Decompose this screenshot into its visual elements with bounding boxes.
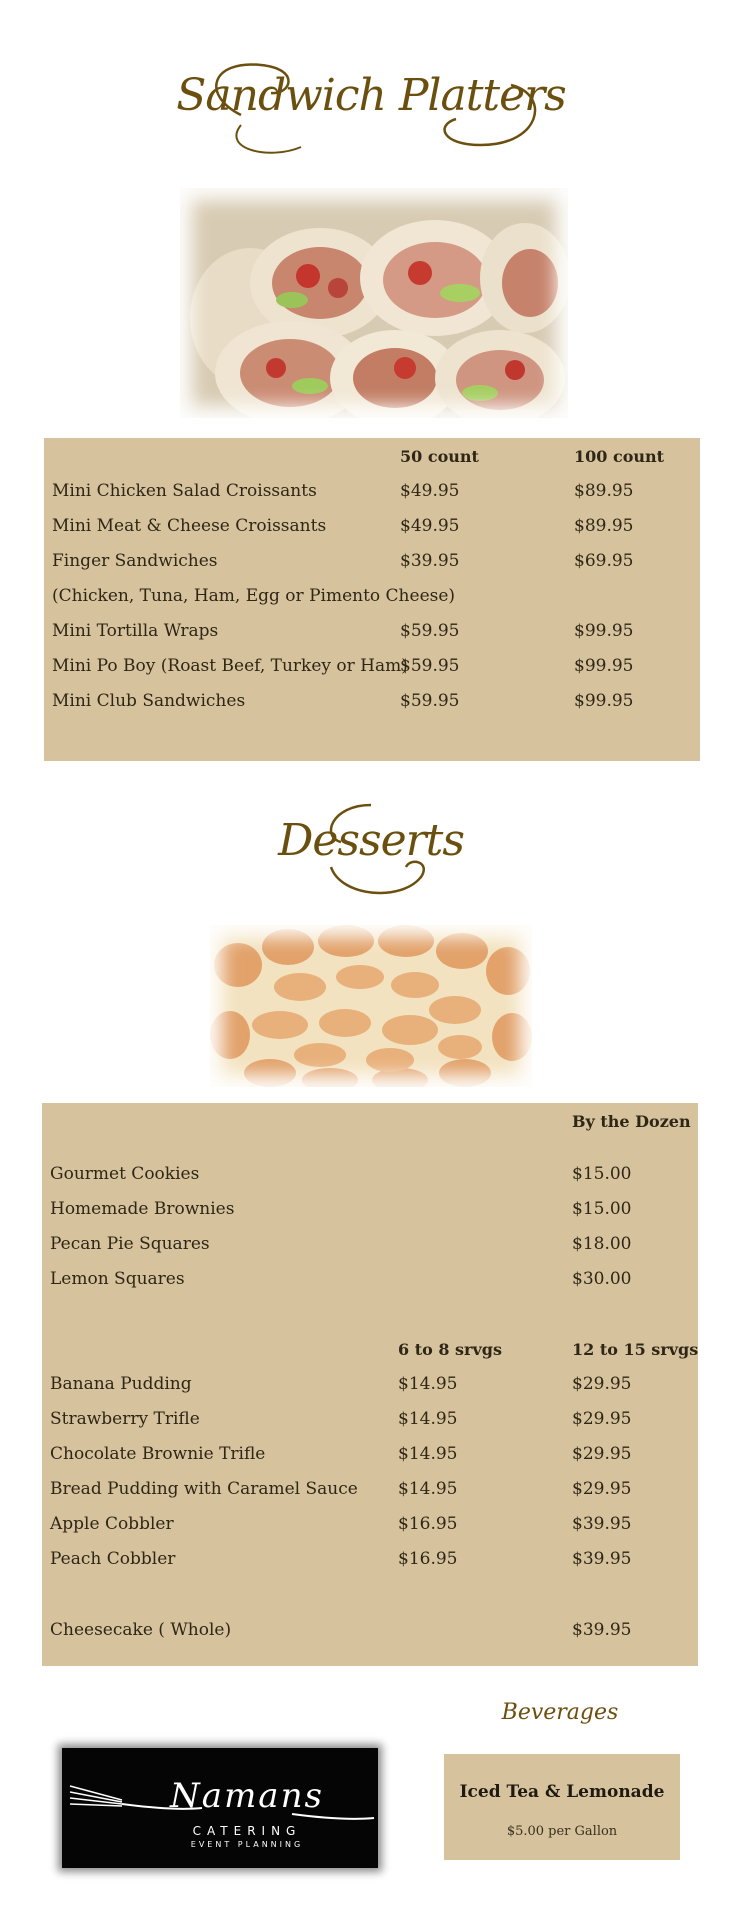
list-item bbox=[42, 1439, 698, 1469]
price-dozen: $30.00 bbox=[572, 1269, 632, 1289]
item-name: Finger Sandwiches bbox=[52, 551, 218, 571]
price-50: $49.95 bbox=[400, 516, 460, 536]
price-large: $29.95 bbox=[572, 1409, 632, 1429]
item-note: (Chicken, Tuna, Ham, Egg or Pimento Cheese) bbox=[52, 586, 456, 606]
price-100: $99.95 bbox=[574, 691, 634, 711]
price-100: $69.95 bbox=[574, 551, 634, 571]
price-dozen: $15.00 bbox=[572, 1164, 632, 1184]
item-name: Mini Meat & Cheese Croissants bbox=[52, 516, 327, 536]
item-name: Banana Pudding bbox=[50, 1374, 192, 1394]
item-name: Mini Club Sandwiches bbox=[52, 691, 246, 711]
list-item bbox=[42, 1509, 698, 1539]
price-small: $16.95 bbox=[398, 1549, 458, 1569]
item-name: Chocolate Brownie Trifle bbox=[50, 1444, 266, 1464]
beverages-panel bbox=[444, 1754, 680, 1860]
header-6-to-8: 6 to 8 srvgs bbox=[398, 1340, 502, 1359]
price-large: $29.95 bbox=[572, 1374, 632, 1394]
list-item bbox=[42, 1369, 698, 1399]
list-item bbox=[44, 616, 700, 646]
sandwich-platters-title: Sandwich Platters bbox=[0, 70, 742, 121]
price-50: $59.95 bbox=[400, 691, 460, 711]
header-by-the-dozen: By the Dozen bbox=[572, 1112, 691, 1131]
header-100-count: 100 count bbox=[574, 447, 665, 466]
list-item bbox=[42, 1159, 698, 1189]
item-name: Gourmet Cookies bbox=[50, 1164, 200, 1184]
logo-subtitle-catering: CATERING bbox=[192, 1824, 302, 1838]
list-item bbox=[42, 1474, 698, 1504]
header-50-count: 50 count bbox=[400, 447, 479, 466]
list-item bbox=[44, 476, 700, 506]
beverage-price: $5.00 per Gallon bbox=[506, 1824, 618, 1839]
logo-name: Namans bbox=[170, 1776, 324, 1816]
price-dozen: $15.00 bbox=[572, 1199, 632, 1219]
list-item bbox=[42, 1194, 698, 1224]
price-small: $14.95 bbox=[398, 1409, 458, 1429]
price-small: $14.95 bbox=[398, 1479, 458, 1499]
price-50: $59.95 bbox=[400, 621, 460, 641]
banana-pudding-photo bbox=[210, 925, 532, 1087]
item-name: Peach Cobbler bbox=[50, 1549, 176, 1569]
item-name: Bread Pudding with Caramel Sauce bbox=[50, 1479, 358, 1499]
header-12-to-15: 12 to 15 srvgs bbox=[572, 1340, 699, 1359]
namans-logo bbox=[62, 1748, 378, 1868]
desserts-title: Desserts bbox=[0, 815, 742, 866]
list-item bbox=[44, 651, 700, 681]
item-name: Lemon Squares bbox=[50, 1269, 185, 1289]
price-large: $39.95 bbox=[572, 1514, 632, 1534]
price-100: $89.95 bbox=[574, 481, 634, 501]
price-large: $39.95 bbox=[572, 1549, 632, 1569]
price-large: $29.95 bbox=[572, 1444, 632, 1464]
sandwich-price-panel bbox=[44, 438, 700, 761]
beverages-title: Beverages bbox=[501, 1700, 619, 1725]
price-50: $59.95 bbox=[400, 656, 460, 676]
price-100: $99.95 bbox=[574, 621, 634, 641]
item-name: Mini Po Boy (Roast Beef, Turkey or Ham) bbox=[52, 656, 408, 676]
price-100: $89.95 bbox=[574, 516, 634, 536]
list-item bbox=[44, 511, 700, 541]
sandwich-wraps-photo bbox=[180, 188, 568, 418]
item-name: Mini Tortilla Wraps bbox=[52, 621, 219, 641]
list-item bbox=[42, 1264, 698, 1294]
price-small: $14.95 bbox=[398, 1444, 458, 1464]
desserts-price-panel bbox=[42, 1103, 698, 1666]
item-name: Homemade Brownies bbox=[50, 1199, 235, 1219]
price-100: $99.95 bbox=[574, 656, 634, 676]
list-item bbox=[42, 1544, 698, 1574]
price-whole: $39.95 bbox=[572, 1620, 632, 1640]
logo-subtitle-event-planning: EVENT PLANNING bbox=[190, 1840, 304, 1849]
item-name: Pecan Pie Squares bbox=[50, 1234, 210, 1254]
item-name: Strawberry Trifle bbox=[50, 1409, 200, 1429]
sandwich-header-row bbox=[44, 442, 700, 472]
servings-header-row bbox=[42, 1335, 698, 1365]
price-50: $39.95 bbox=[400, 551, 460, 571]
list-item bbox=[44, 686, 700, 716]
item-name: Mini Chicken Salad Croissants bbox=[52, 481, 317, 501]
item-name: Cheesecake ( Whole) bbox=[50, 1620, 232, 1640]
price-small: $14.95 bbox=[398, 1374, 458, 1394]
list-item bbox=[44, 546, 700, 576]
price-50: $49.95 bbox=[400, 481, 460, 501]
price-dozen: $18.00 bbox=[572, 1234, 632, 1254]
list-item bbox=[42, 1615, 698, 1645]
price-small: $16.95 bbox=[398, 1514, 458, 1534]
list-item bbox=[42, 1229, 698, 1259]
dozen-header-row bbox=[42, 1107, 698, 1137]
price-large: $29.95 bbox=[572, 1479, 632, 1499]
list-item bbox=[42, 1404, 698, 1434]
list-item bbox=[44, 581, 700, 611]
item-name: Apple Cobbler bbox=[50, 1514, 174, 1534]
beverage-name: Iced Tea & Lemonade bbox=[459, 1782, 665, 1802]
